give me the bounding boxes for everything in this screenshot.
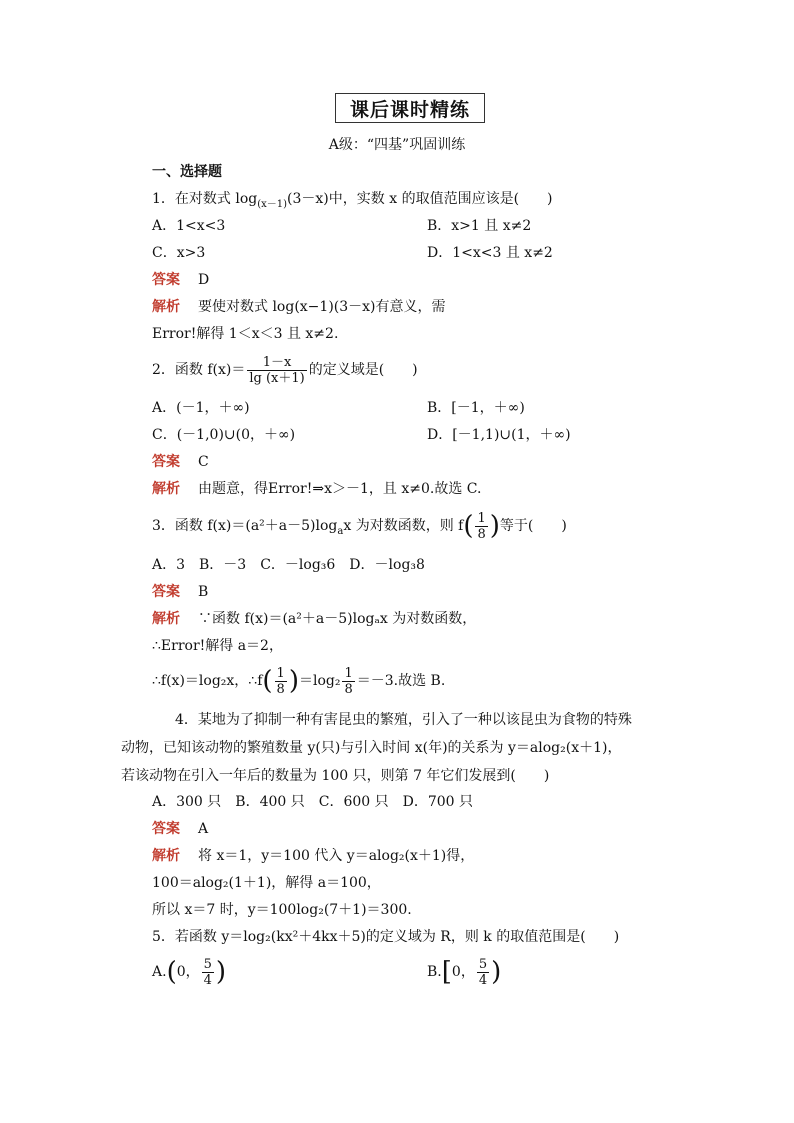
q3-right-paren: ) <box>489 511 500 541</box>
q4-analysis-2: 100＝alog₂(1＋1)，解得 a＝100， <box>152 875 381 891</box>
q4-analysis-1 <box>152 846 474 866</box>
q3-analysis-right-paren: ) <box>288 666 299 696</box>
q3-analysis-3-mid: ＝log₂ <box>298 673 341 689</box>
q3-analysis-frac-1-num: 1 <box>276 665 285 681</box>
q3-answer-value: B <box>198 584 209 600</box>
q4-analysis-3: 所以 x＝7 时，y＝100log₂(7＋1)＝300. <box>152 902 412 918</box>
q3-analysis-3-post: ＝－3.故选 B. <box>356 673 446 689</box>
q2-option-a: A．(－1，＋∞) <box>152 400 250 416</box>
q4-stem-1: 4．某地为了抑制一种有害昆虫的繁殖，引入了一种以该昆虫为食物的特殊 <box>175 712 632 728</box>
q4-answer-value: A <box>198 821 209 837</box>
q3-analysis-1 <box>152 609 476 629</box>
q4-stem-2: 动物，已知该动物的繁殖数量 y(只)与引入时间 x(年)的关系为 y＝alog₂(x＋1)， <box>121 740 622 756</box>
q2-option-b: B．[－1，＋∞) <box>427 400 525 416</box>
q2-analysis <box>152 479 481 499</box>
q4-stem-3: 若该动物在引入一年后的数量为 100 只，则第 7 年它们发展到( ) <box>121 768 550 784</box>
q5-option-b-num: 5 <box>478 956 488 972</box>
answer-label: 答案 <box>152 272 180 288</box>
q2-answer <box>152 452 209 472</box>
q4-options: A．300 只 B．400 只 C．600 只 D．700 只 <box>152 794 474 810</box>
analysis-label: 解析 <box>152 299 180 315</box>
q3-stem-mid: x 为对数函数，则 f <box>343 518 464 534</box>
q1-option-b: B．x>1 且 x≠2 <box>427 218 532 234</box>
q3-analysis-frac-2-num: 1 <box>344 665 353 681</box>
q2-stem-post: 的定义域是( ) <box>308 362 418 378</box>
q5-option-b-right: ) <box>491 957 502 987</box>
question-3-stem <box>152 508 567 550</box>
q5-option-b-frac <box>477 957 489 988</box>
q3-analysis-left-paren: ( <box>262 666 273 696</box>
q5-option-a-zero: 0， <box>176 964 200 980</box>
q5-option-b <box>427 954 501 990</box>
q4-analysis-text-1: 将 x＝1，y＝100 代入 y＝alog₂(x＋1)得， <box>198 848 475 864</box>
q3-analysis-2: ∴Error!解得 a＝2， <box>152 638 283 654</box>
q2-fraction <box>247 355 306 386</box>
q1-stem-post: (3－x)中，实数 x 的取值范围应该是( ) <box>287 191 553 207</box>
q4-answer <box>152 819 208 839</box>
q3-analysis-3 <box>152 663 445 699</box>
q3-answer <box>152 582 208 602</box>
q2-answer-value: C <box>198 454 209 470</box>
page-title-text: 课后课时精练 <box>349 98 470 121</box>
q3-analysis-frac-1-den: 8 <box>276 681 285 697</box>
q2-analysis-text: 由题意，得Error!⇒x＞－1，且 x≠0.故选 C. <box>198 481 482 497</box>
q3-frac-num: 1 <box>477 510 486 526</box>
q5-option-b-left: [ <box>441 957 452 987</box>
q3-analysis-frac-2 <box>342 666 354 697</box>
q3-analysis-frac-2-den: 8 <box>344 681 353 697</box>
analysis-label: 解析 <box>152 611 180 627</box>
q1-analysis-2: Error!解得 1＜x＜3 且 x≠2. <box>152 326 339 342</box>
q5-option-b-zero: 0， <box>451 964 475 980</box>
q3-analysis-text-1: ∵函数 f(x)＝(a²＋a－5)logₐx 为对数函数， <box>198 611 477 627</box>
q3-options: A．3 B．－3 C．－log₃6 D．－log₃8 <box>152 557 425 573</box>
page-title <box>335 93 485 123</box>
q1-option-d: D．1<x<3 且 x≠2 <box>427 245 553 261</box>
q3-analysis-3-pre: ∴f(x)＝log₂x，∴f <box>152 673 263 689</box>
q5-option-a-right: ) <box>215 957 227 987</box>
q2-option-c: C．(－1,0)∪(0，＋∞) <box>152 427 296 443</box>
q5-option-a-label: A. <box>152 964 167 980</box>
q2-frac-num: 1－x <box>247 355 306 371</box>
q1-stem-pre: 1．在对数式 log <box>152 191 258 207</box>
q1-stem-sub: (x－1) <box>257 198 288 210</box>
q5-stem: 5．若函数 y＝log₂(kx²＋4kx＋5)的定义域为 R，则 k 的取值范围是( ) <box>152 929 620 945</box>
q5-option-a-frac <box>202 957 214 988</box>
section-heading: 一、选择题 <box>152 164 222 180</box>
q1-answer <box>152 270 209 290</box>
q2-stem-pre: 2．函数 f(x)＝ <box>152 362 246 378</box>
answer-label: 答案 <box>152 454 180 470</box>
question-1-stem <box>152 189 553 215</box>
question-2-stem <box>152 352 418 388</box>
q1-option-c: C．x>3 <box>152 245 206 261</box>
q2-frac-den: lg (x＋1) <box>249 370 305 386</box>
q5-option-b-label: B. <box>427 964 442 980</box>
analysis-label: 解析 <box>152 481 180 497</box>
q3-fraction <box>475 511 487 542</box>
q5-option-b-den: 4 <box>478 972 488 988</box>
q3-stem-pre: 3．函数 f(x)＝(a²＋a－5)log <box>152 518 338 534</box>
answer-label: 答案 <box>152 584 180 600</box>
q3-analysis-frac-1 <box>275 666 287 697</box>
q3-frac-den: 8 <box>477 526 486 542</box>
q1-answer-value: D <box>198 272 210 288</box>
q3-left-paren: ( <box>463 511 474 541</box>
answer-label: 答案 <box>152 821 180 837</box>
page-subtitle: A级：“四基”巩固训练 <box>328 137 466 153</box>
q5-option-a-num: 5 <box>203 956 212 972</box>
q5-option-a-den: 4 <box>203 972 212 988</box>
q1-analysis-1 <box>152 297 446 317</box>
q3-stem-post: 等于( ) <box>499 518 567 534</box>
q2-option-d: D．[－1,1)∪(1，＋∞) <box>427 427 571 443</box>
q5-option-a <box>152 954 226 990</box>
q1-analysis-text-1: 要使对数式 log(x−1)(3－x)有意义，需 <box>198 299 446 315</box>
analysis-label: 解析 <box>152 848 180 864</box>
q5-option-a-left: ( <box>166 957 177 987</box>
q3-stem-sub: a <box>337 525 344 537</box>
q1-option-a: A．1<x<3 <box>152 218 226 234</box>
